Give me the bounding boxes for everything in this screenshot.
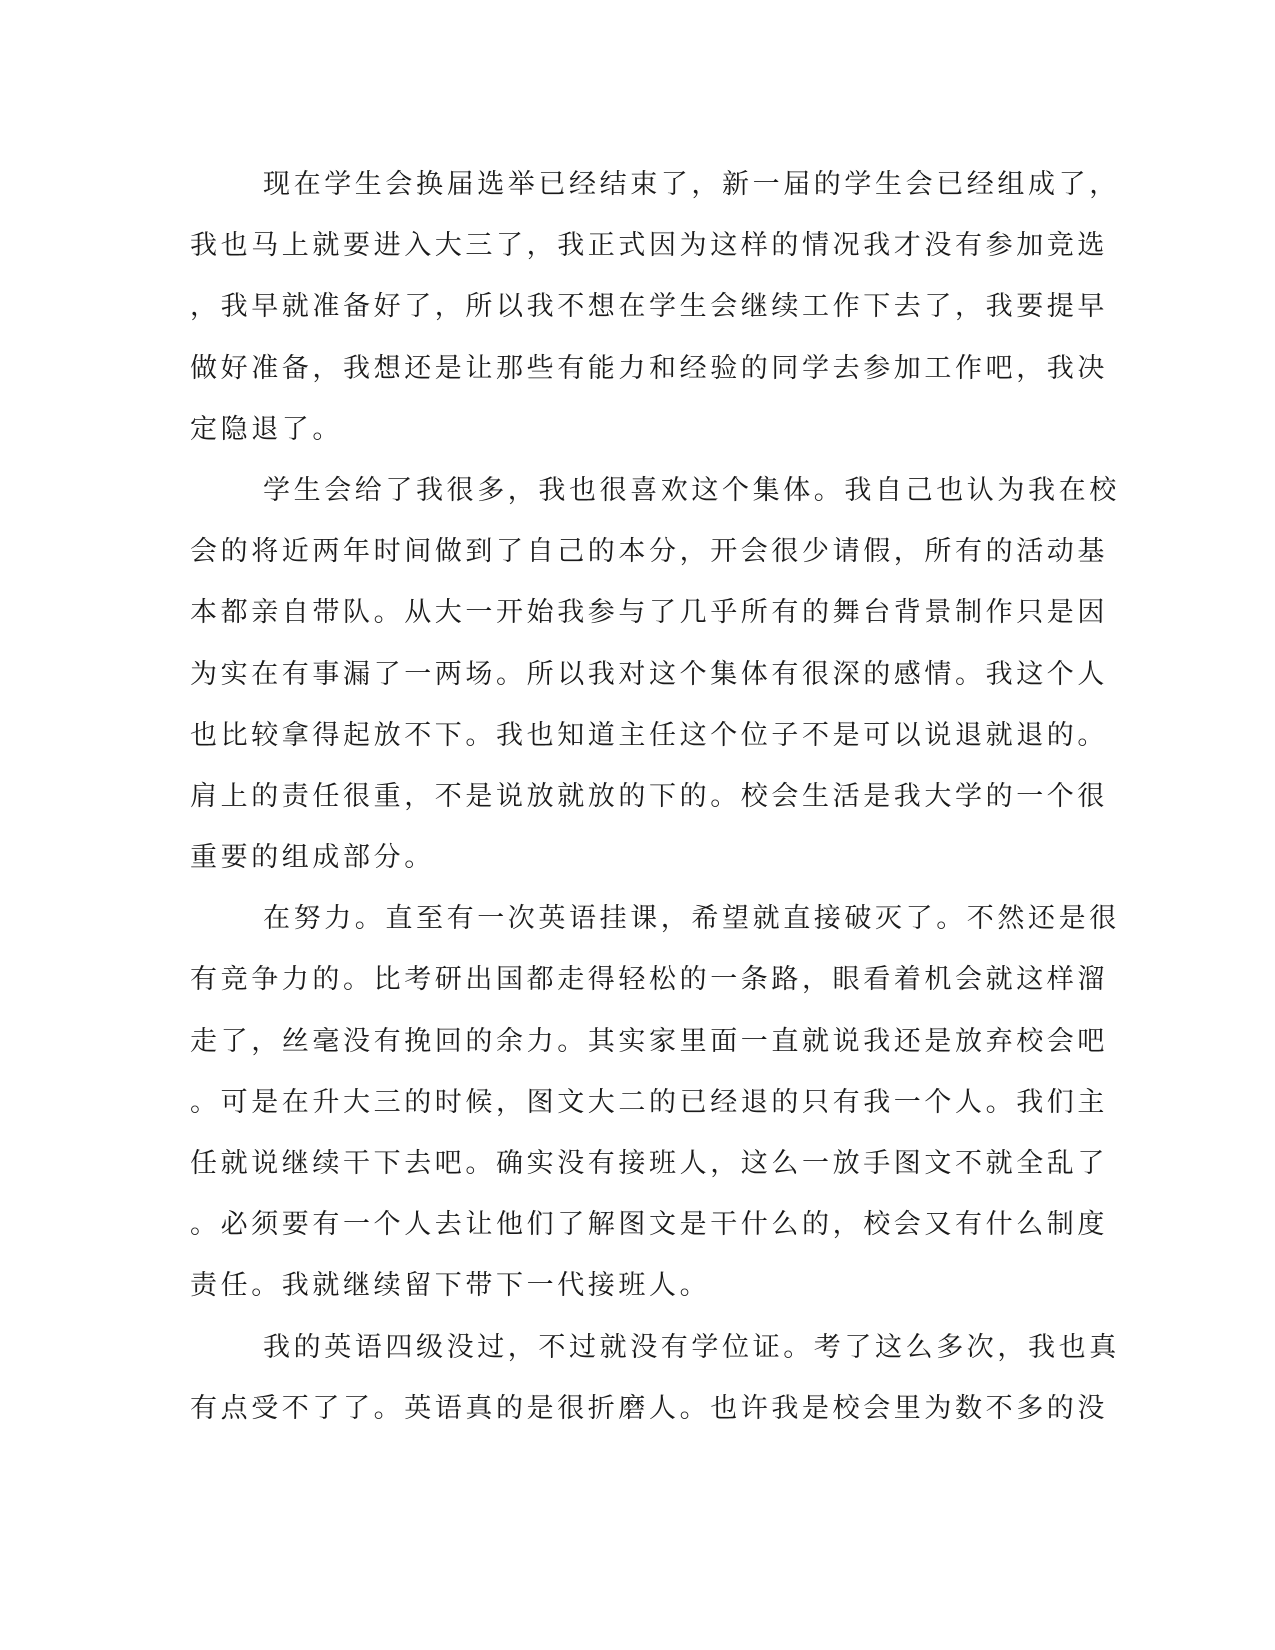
paragraph-1	[190, 154, 1120, 460]
text-line: 。必须要有一个人去让他们了解图文是干什么的，校会又有什么制度	[190, 1209, 1108, 1241]
text-line: 任就说继续干下去吧。确实没有接班人，这么一放手图文不就全乱了	[190, 1148, 1108, 1179]
text-line: 。可是在升大三的时候，图文大二的已经退的只有我一个人。我们主	[190, 1086, 1108, 1118]
paragraph-3	[190, 888, 1120, 1316]
text-line: 在努力。直至有一次英语挂课，希望就直接破灭了。不然还是很	[263, 903, 1120, 935]
text-line: 本都亲自带队。从大一开始我参与了几乎所有的舞台背景制作只是因	[190, 597, 1108, 629]
text-line: 有竞争力的。比考研出国都走得轻松的一条路，眼看着机会就这样溜	[190, 964, 1108, 996]
text-line: 我的英语四级没过，不过就没有学位证。考了这么多次，我也真	[263, 1331, 1120, 1363]
text-line: 会的将近两年时间做到了自己的本分，开会很少请假，所有的活动基	[190, 536, 1108, 568]
text-line: 肩上的责任很重，不是说放就放的下的。校会生活是我大学的一个很	[190, 780, 1108, 812]
text-line: ，我早就准备好了，所以我不想在学生会继续工作下去了，我要提早	[190, 291, 1108, 323]
text-line: 我也马上就要进入大三了，我正式因为这样的情况我才没有参加竞选	[190, 230, 1108, 262]
text-line: 重要的组成部分。	[190, 842, 435, 874]
text-line: 也比较拿得起放不下。我也知道主任这个位子不是可以说退就退的。	[190, 719, 1108, 751]
text-line: 现在学生会换届选举已经结束了，新一届的学生会已经组成了，	[263, 169, 1120, 200]
paragraph-4	[190, 1317, 1120, 1439]
text-line: 有点受不了了。英语真的是很折磨人。也许我是校会里为数不多的没	[190, 1392, 1108, 1424]
text-line: 走了，丝毫没有挽回的余力。其实家里面一直就说我还是放弃校会吧	[190, 1025, 1108, 1057]
text-line: 做好准备，我想还是让那些有能力和经验的同学去参加工作吧，我决	[190, 352, 1108, 384]
document-body	[190, 154, 1120, 1439]
text-line: 定隐退了。	[190, 413, 343, 445]
text-line: 责任。我就继续留下带下一代接班人。	[190, 1270, 711, 1302]
paragraph-2	[190, 460, 1120, 888]
text-line: 学生会给了我很多，我也很喜欢这个集体。我自己也认为我在校	[263, 474, 1120, 506]
text-line: 为实在有事漏了一两场。所以我对这个集体有很深的感情。我这个人	[190, 658, 1108, 690]
